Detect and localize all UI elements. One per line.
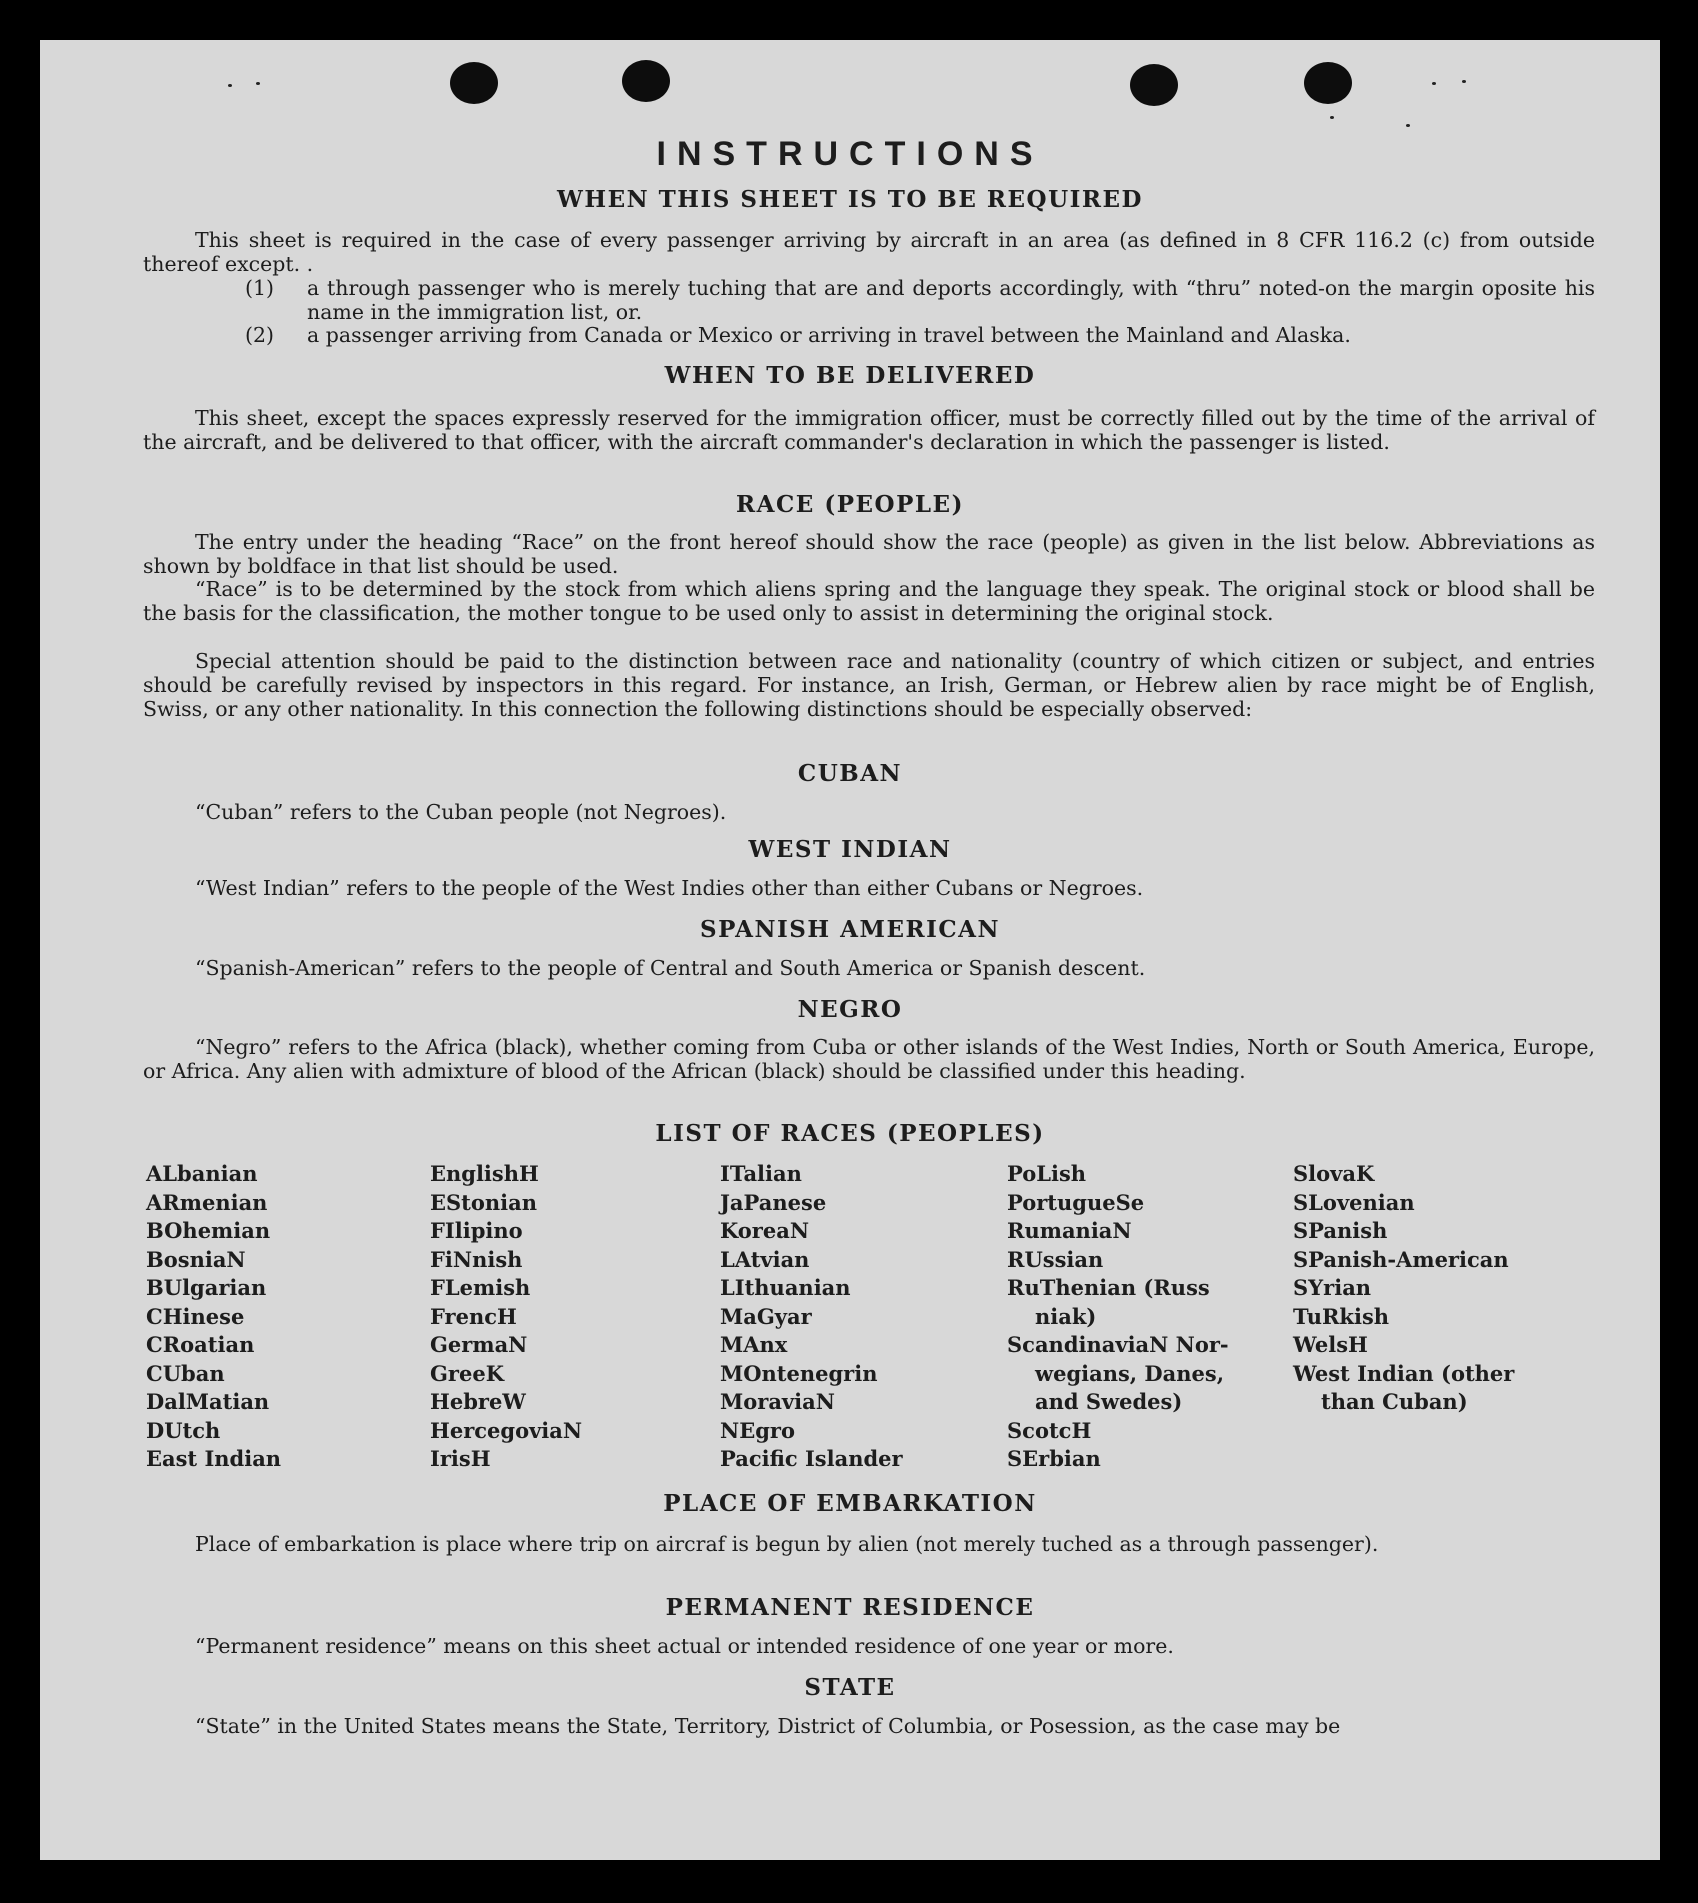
race-item: NEgro — [720, 1417, 795, 1443]
race-item: FLemish — [430, 1275, 531, 1300]
paragraph-race-3: Special attention should be paid to the distinction between race and nationality (country of which citizen or subject, and entries should be carefully revised by inspectors in this regard. For instance, an Irish, German, or Hebrew alien by race might be of English, Swiss, or any other nationality. In this connection the following distinctions should be especially observed: — [143, 649, 1595, 721]
section-heading-west-indian: WEST INDIAN — [748, 836, 952, 863]
race-item: FiNnish — [430, 1246, 523, 1272]
paragraph-west-indian: “West Indian” refers to the people of the West Indies other than either Cubans or Negroes. — [195, 876, 1144, 900]
race-item: GreeK — [430, 1360, 504, 1386]
punch-hole — [622, 60, 670, 102]
section-heading-race: RACE (PEOPLE) — [736, 491, 964, 518]
section-heading-residence: PERMANENT RESIDENCE — [665, 1594, 1035, 1621]
race-item: ITalian — [720, 1161, 802, 1186]
race-item: East Indian — [146, 1446, 282, 1471]
race-item: FrencH — [430, 1303, 517, 1329]
race-item: LAtvian — [720, 1246, 810, 1272]
race-item: MOntenegrin — [720, 1360, 878, 1386]
races-column-5 — [1293, 1160, 1514, 1417]
race-item: RUssian — [1007, 1246, 1104, 1272]
section-heading-negro: NEGRO — [797, 996, 903, 1023]
race-item: BosniaN — [146, 1246, 246, 1272]
paragraph-residence: “Permanent residence” means on this sheet actual or intended residence of one year or more. — [195, 1634, 1174, 1658]
punch-hole — [450, 62, 498, 104]
race-item: SPanish-American — [1293, 1246, 1509, 1272]
race-item: MAnx — [720, 1332, 788, 1357]
paper-speck — [1462, 80, 1466, 83]
race-item: West Indian (other — [1293, 1360, 1515, 1386]
race-item: EnglishH — [430, 1161, 539, 1186]
section-heading-delivered: WHEN TO BE DELIVERED — [664, 362, 1036, 389]
race-item: HercegoviaN — [430, 1417, 583, 1443]
paragraph-cuban: “Cuban” refers to the Cuban people (not Negroes). — [195, 800, 727, 824]
races-column-2 — [430, 1160, 582, 1474]
race-item: JaPanese — [720, 1189, 827, 1215]
section-heading-spanish-american: SPANISH AMERICAN — [699, 916, 1001, 943]
race-item: HebreW — [430, 1389, 526, 1414]
punch-hole — [1304, 62, 1352, 104]
race-item: IrisH — [430, 1446, 491, 1471]
section-heading-embarkation: PLACE OF EMBARKATION — [663, 1490, 1037, 1517]
race-item: WelsH — [1293, 1332, 1368, 1357]
section-heading-required: WHEN THIS SHEET IS TO BE REQUIRED — [557, 186, 1143, 213]
race-item: MoraviaN — [720, 1389, 835, 1414]
race-item: and Swedes) — [1035, 1389, 1183, 1414]
race-item: LIthuanian — [720, 1275, 851, 1300]
paragraph-negro: “Negro” refers to the Africa (black), whether coming from Cuba or other islands of the West Indies, North or South America, Europe, or Africa. Any alien with admixture of blood of the African (black) should be classified under this heading. — [143, 1035, 1595, 1083]
punch-hole — [1130, 64, 1178, 106]
race-item: DalMatian — [146, 1389, 270, 1414]
race-item: Pacific Islander — [720, 1446, 903, 1471]
race-item: TuRkish — [1293, 1303, 1390, 1329]
race-item: SPanish — [1293, 1218, 1388, 1243]
race-item: CRoatian — [146, 1332, 255, 1357]
page-title: INSTRUCTIONS — [656, 135, 1044, 173]
paragraph-state: “State” in the United States means the State, Territory, District of Columbia, or Posession, as the case may be — [195, 1714, 1341, 1738]
race-item: SYrian — [1293, 1275, 1372, 1300]
paper-speck — [256, 82, 260, 85]
race-item: than Cuban) — [1321, 1389, 1468, 1414]
race-item: RumaniaN — [1007, 1218, 1132, 1243]
race-item: FIlipino — [430, 1218, 523, 1243]
race-item: ALbanian — [146, 1161, 258, 1186]
race-item: ScotcH — [1007, 1417, 1092, 1443]
paper-speck — [1432, 82, 1436, 85]
paragraph-race-1: The entry under the heading “Race” on the front hereof should show the race (people) as given in the list below. Abbreviations as shown by boldface in that list should be used. — [143, 530, 1595, 578]
race-item: CHinese — [146, 1303, 245, 1329]
paper-speck — [1330, 116, 1334, 119]
race-item: SErbian — [1007, 1446, 1101, 1471]
race-item: PoLish — [1007, 1161, 1087, 1186]
race-item: DUtch — [146, 1417, 221, 1443]
section-heading-cuban: CUBAN — [797, 760, 903, 787]
paragraph-spanish-american: “Spanish-American” refers to the people of Central and South America or Spanish descent. — [195, 956, 1146, 980]
document-sheet: INSTRUCTIONS WHEN THIS SHEET IS TO BE REQUIRED This sheet is required in the case of every passenger arriving by aircraft in an area (as defined in 8 CFR 116.2 (c) from outside thereof except. . (1) a through passenger who is merely tuching that are and deports accordingly, with “thru” noted-on the margin oposite his name in the immigration list, or. (2) a passenger arriving from Canada or Mexico or arriving in travel between the Mainland and Alaska. WHEN TO BE DELIVERED This sheet, except the spaces expressly reserved for the immigration officer, must be correctly filled out by the time of the arrival of the aircraft, and be delivered to that officer, with the aircraft commander's declaration in which the passenger is listed. RACE (PEOPLE) The entry under the heading “Race” on the front hereof should show the race (people) as given in the list below. Abbreviations as shown by boldface in that list should be used. “Race” is to be determined by the stock from which aliens spring and the language they speak. The original stock or blood shall be the basis for the classification, the mother tongue to be used only to assist in determining the original stock. Special attention should be paid to the distinction between race and nationality (country of which citizen or subject, and entries should be carefully revised by inspectors in this regard. For instance, an Irish, German, or Hebrew alien by race might be of English, Swiss, or any other nationality. In this connection the following distinctions should be especially observed: CUBAN “Cuban” refers to the Cuban people (not Negroes). WEST INDIAN “West Indian” refers to the people of the West Indies other than either Cubans or Negroes. SPANISH AMERICAN “Spanish-American” refers to the people of Central and South America or Spanish descent. NEGRO “Negro” refers to the Africa (black), whether coming from Cuba or other islands of the West Indies, North or South America, Europe, or Africa. Any alien with admixture of blood of the African (black) should be classified under this heading. LIST OF RACES (PEOPLES) ALbanian ARmenian BOhemian BosniaN BUlgarian CHinese CRoatian CUban DalMatian DUtch East Indian EnglishH EStonian FIlipino FiNnish FLemish FrencH GermaN GreeK HebreW HercegoviaN IrisH ITalian JaPanese KoreaN LAtvian LIthuanian MaGyar MAnx MOntenegrin MoraviaN NEgro Pacific Islander PoLish PortugueSe RumaniaN RUssian RuThenian (Russ niak) ScandinaviaN Nor- wegians, Danes, and Swedes) ScotcH SErbian SlovaK SLovenian SPanish SPanish-American SYrian TuRkish WelsH West Indian (other than Cuban) PLACE OF EMBARKATION Place of embarkation is place where trip on aircraf is begun by alien (not merely tuched as a through passenger). PERMANENT RESIDENCE “Permanent residence” means on this sheet actual or intended residence of one year or more. STATE “State” in the United States means the State, Territory, District of Columbia, or Posession, as the case may be — [40, 40, 1660, 1860]
race-item: CUban — [146, 1360, 225, 1386]
race-item: RuThenian (Russ — [1007, 1275, 1210, 1300]
paragraph-required: This sheet is required in the case of every passenger arriving by aircraft in an area (as defined in 8 CFR 116.2 (c) from outside thereof except. . — [143, 228, 1595, 276]
race-item: MaGyar — [720, 1303, 812, 1329]
race-item: wegians, Danes, — [1035, 1360, 1224, 1386]
race-item: KoreaN — [720, 1218, 810, 1243]
paragraph-delivered: This sheet, except the spaces expressly reserved for the immigration officer, must be correctly filled out by the time of the arrival of the aircraft, and be delivered to that officer, with the aircraft commander's declaration in which the passenger is listed. — [143, 406, 1595, 454]
race-item: GermaN — [430, 1332, 528, 1357]
section-heading-state: STATE — [804, 1674, 896, 1701]
paragraph-embarkation: Place of embarkation is place where trip on aircraf is begun by alien (not merely tuched as a through passenger). — [195, 1532, 1379, 1556]
section-heading-races-list: LIST OF RACES (PEOPLES) — [655, 1120, 1045, 1147]
race-item: BUlgarian — [146, 1275, 267, 1300]
race-item: EStonian — [430, 1189, 537, 1215]
races-column-3 — [720, 1160, 903, 1474]
race-item: PortugueSe — [1007, 1189, 1145, 1215]
race-item: SlovaK — [1293, 1161, 1375, 1186]
race-item: BOhemian — [146, 1218, 271, 1243]
race-item: SLovenian — [1293, 1189, 1415, 1215]
paper-speck — [1406, 124, 1410, 127]
paper-speck — [228, 84, 232, 87]
races-column-4 — [1007, 1160, 1229, 1474]
race-item: niak) — [1035, 1303, 1097, 1329]
races-column-1 — [146, 1160, 281, 1474]
race-item: ARmenian — [146, 1189, 268, 1215]
paragraph-race-2: “Race” is to be determined by the stock from which aliens spring and the language they speak. The original stock or blood shall be the basis for the classification, the mother tongue to be used only to assist in determining the original stock. — [143, 577, 1595, 625]
race-item: ScandinaviaN Nor- — [1007, 1332, 1229, 1357]
